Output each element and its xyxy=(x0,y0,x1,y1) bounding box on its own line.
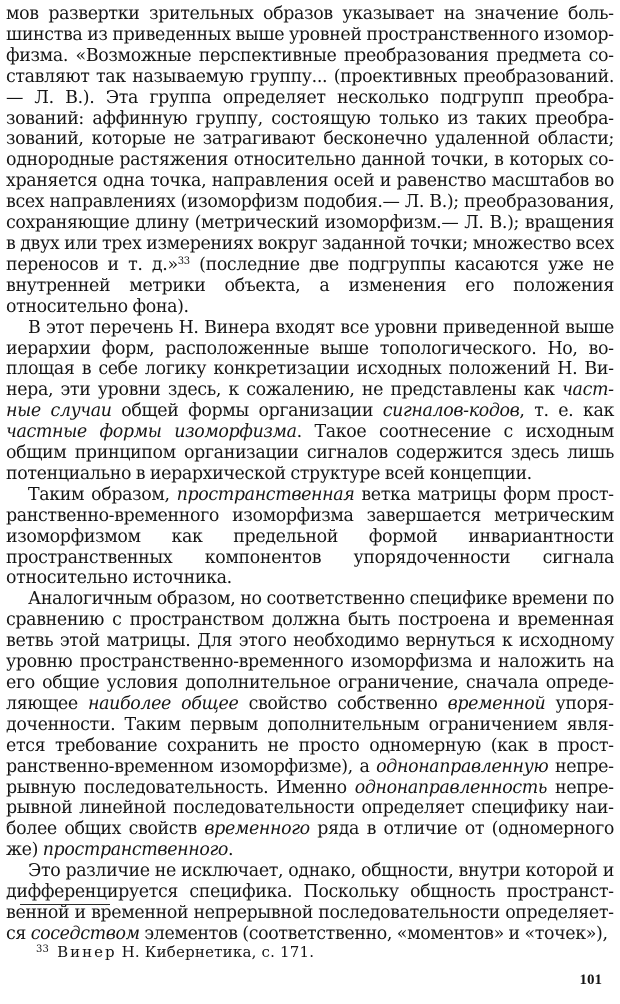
footnote-author: Винер xyxy=(57,943,117,961)
italic-phrase: временной xyxy=(447,693,546,714)
paragraph-3: Таким образом, пространственная ветка матрицы форм пространственно-временного изоморфизма завершается метрическим изоморфизмом как предельной формой инвариантности пространственных компонентов упорядоченности сигнала относительно источника. xyxy=(6,484,614,589)
footnote-initial: Н. xyxy=(121,943,140,961)
paragraph-5: Это различие не исключает, однако, общности, внутри которой и дифференцируется специфика. Поскольку общность пространственной и временной непрерывной последовательности определяется соседством элементов (соответственно, «моментов» и «точек»), xyxy=(6,861,614,944)
paragraph-2: В этот перечень Н. Винера входят все уровни приведенной выше иерархии форм, расположенные выше топологического. Но, воплощая в себе логику конкретизации исходных положений Н. Винера, эти уровни здесь, к сожалению, не представлены как частные случаи общей формы организации сигналов-кодов, т. е. как частные формы изоморфизма. Такое соотнесение с исходным общим принципом организации сигналов содержится здесь лишь потенциально в иерархической структуре всей концепции. xyxy=(6,317,615,484)
italic-phrase: соседством xyxy=(30,923,140,944)
footnote-reference: 33 xyxy=(177,255,190,267)
italic-phrase: однонаправленность xyxy=(354,777,547,798)
italic-phrase: наиболее общее xyxy=(87,693,239,714)
footnote-mark: 33 xyxy=(36,944,50,955)
body-text xyxy=(6,4,614,945)
italic-phrase: пространственная xyxy=(176,484,355,505)
italic-phrase: частные формы изоморфизма xyxy=(6,422,297,443)
italic-phrase: частные случаи xyxy=(6,380,614,422)
footnote-separator xyxy=(20,904,110,905)
italic-phrase: временного xyxy=(204,819,310,840)
paragraph-1: мов развертки зрительных образов указывает на значение большинства из приведенных выше уровней пространственного изоморфизма. «Возможные перспективные преобразования предмета составляют так называемую группу... (проективных преобразований.— Л. В.). Эта группа определяет несколько подгрупп преобразований: аффинную группу, состоящую только из таких преобразований, которые не затрагивают бесконечно удаленной области; однородные растяжения относительно данной точки, в которых сохраняется одна точка, направления осей и равенство масштабов во всех направлениях (изоморфизм подобия.— Л. В.); преобразования, сохраняющие длину (метрический изоморфизм.— Л. В.); вращения в двух или трех измерениях вокруг заданной точки; множество всех переносов и т. д.»$^{33}$ (последние две подгруппы касаются уже не внутренней метрики объекта, а изменения его положения относительно фона). xyxy=(6,4,614,317)
italic-phrase: сигналов-кодов xyxy=(382,401,520,422)
italic-phrase: пространственного xyxy=(42,840,229,861)
page-number: 101 xyxy=(579,972,602,988)
italic-phrase: однонаправленную xyxy=(376,756,549,777)
book-page xyxy=(6,4,614,1000)
footnote xyxy=(36,941,314,961)
paragraph-4: Аналогичным образом, но соответственно специфике времени по сравнению с пространством должна быть построена и временная ветвь этой матрицы. Для этого необходимо вернуться к исходному уровню пространственно-временного изоморфизма и наложить на его общие условия дополнительное ограничение, сначала определяющее наиболее общее свойство собственно временной упорядоченности. Таким первым дополнительным ограничением является требование сохранить не просто одномерную (как в пространственно-временном изоморфизме), а однонаправленную непрерывную последовательность. Именно однонаправленность непрерывной линейной последовательности определяет специфику наиболее общих свойств временного ряда в отличие от (одномерного же) пространственного. xyxy=(6,589,615,861)
footnote-title: Кибернетика, с. 171. xyxy=(144,943,315,961)
